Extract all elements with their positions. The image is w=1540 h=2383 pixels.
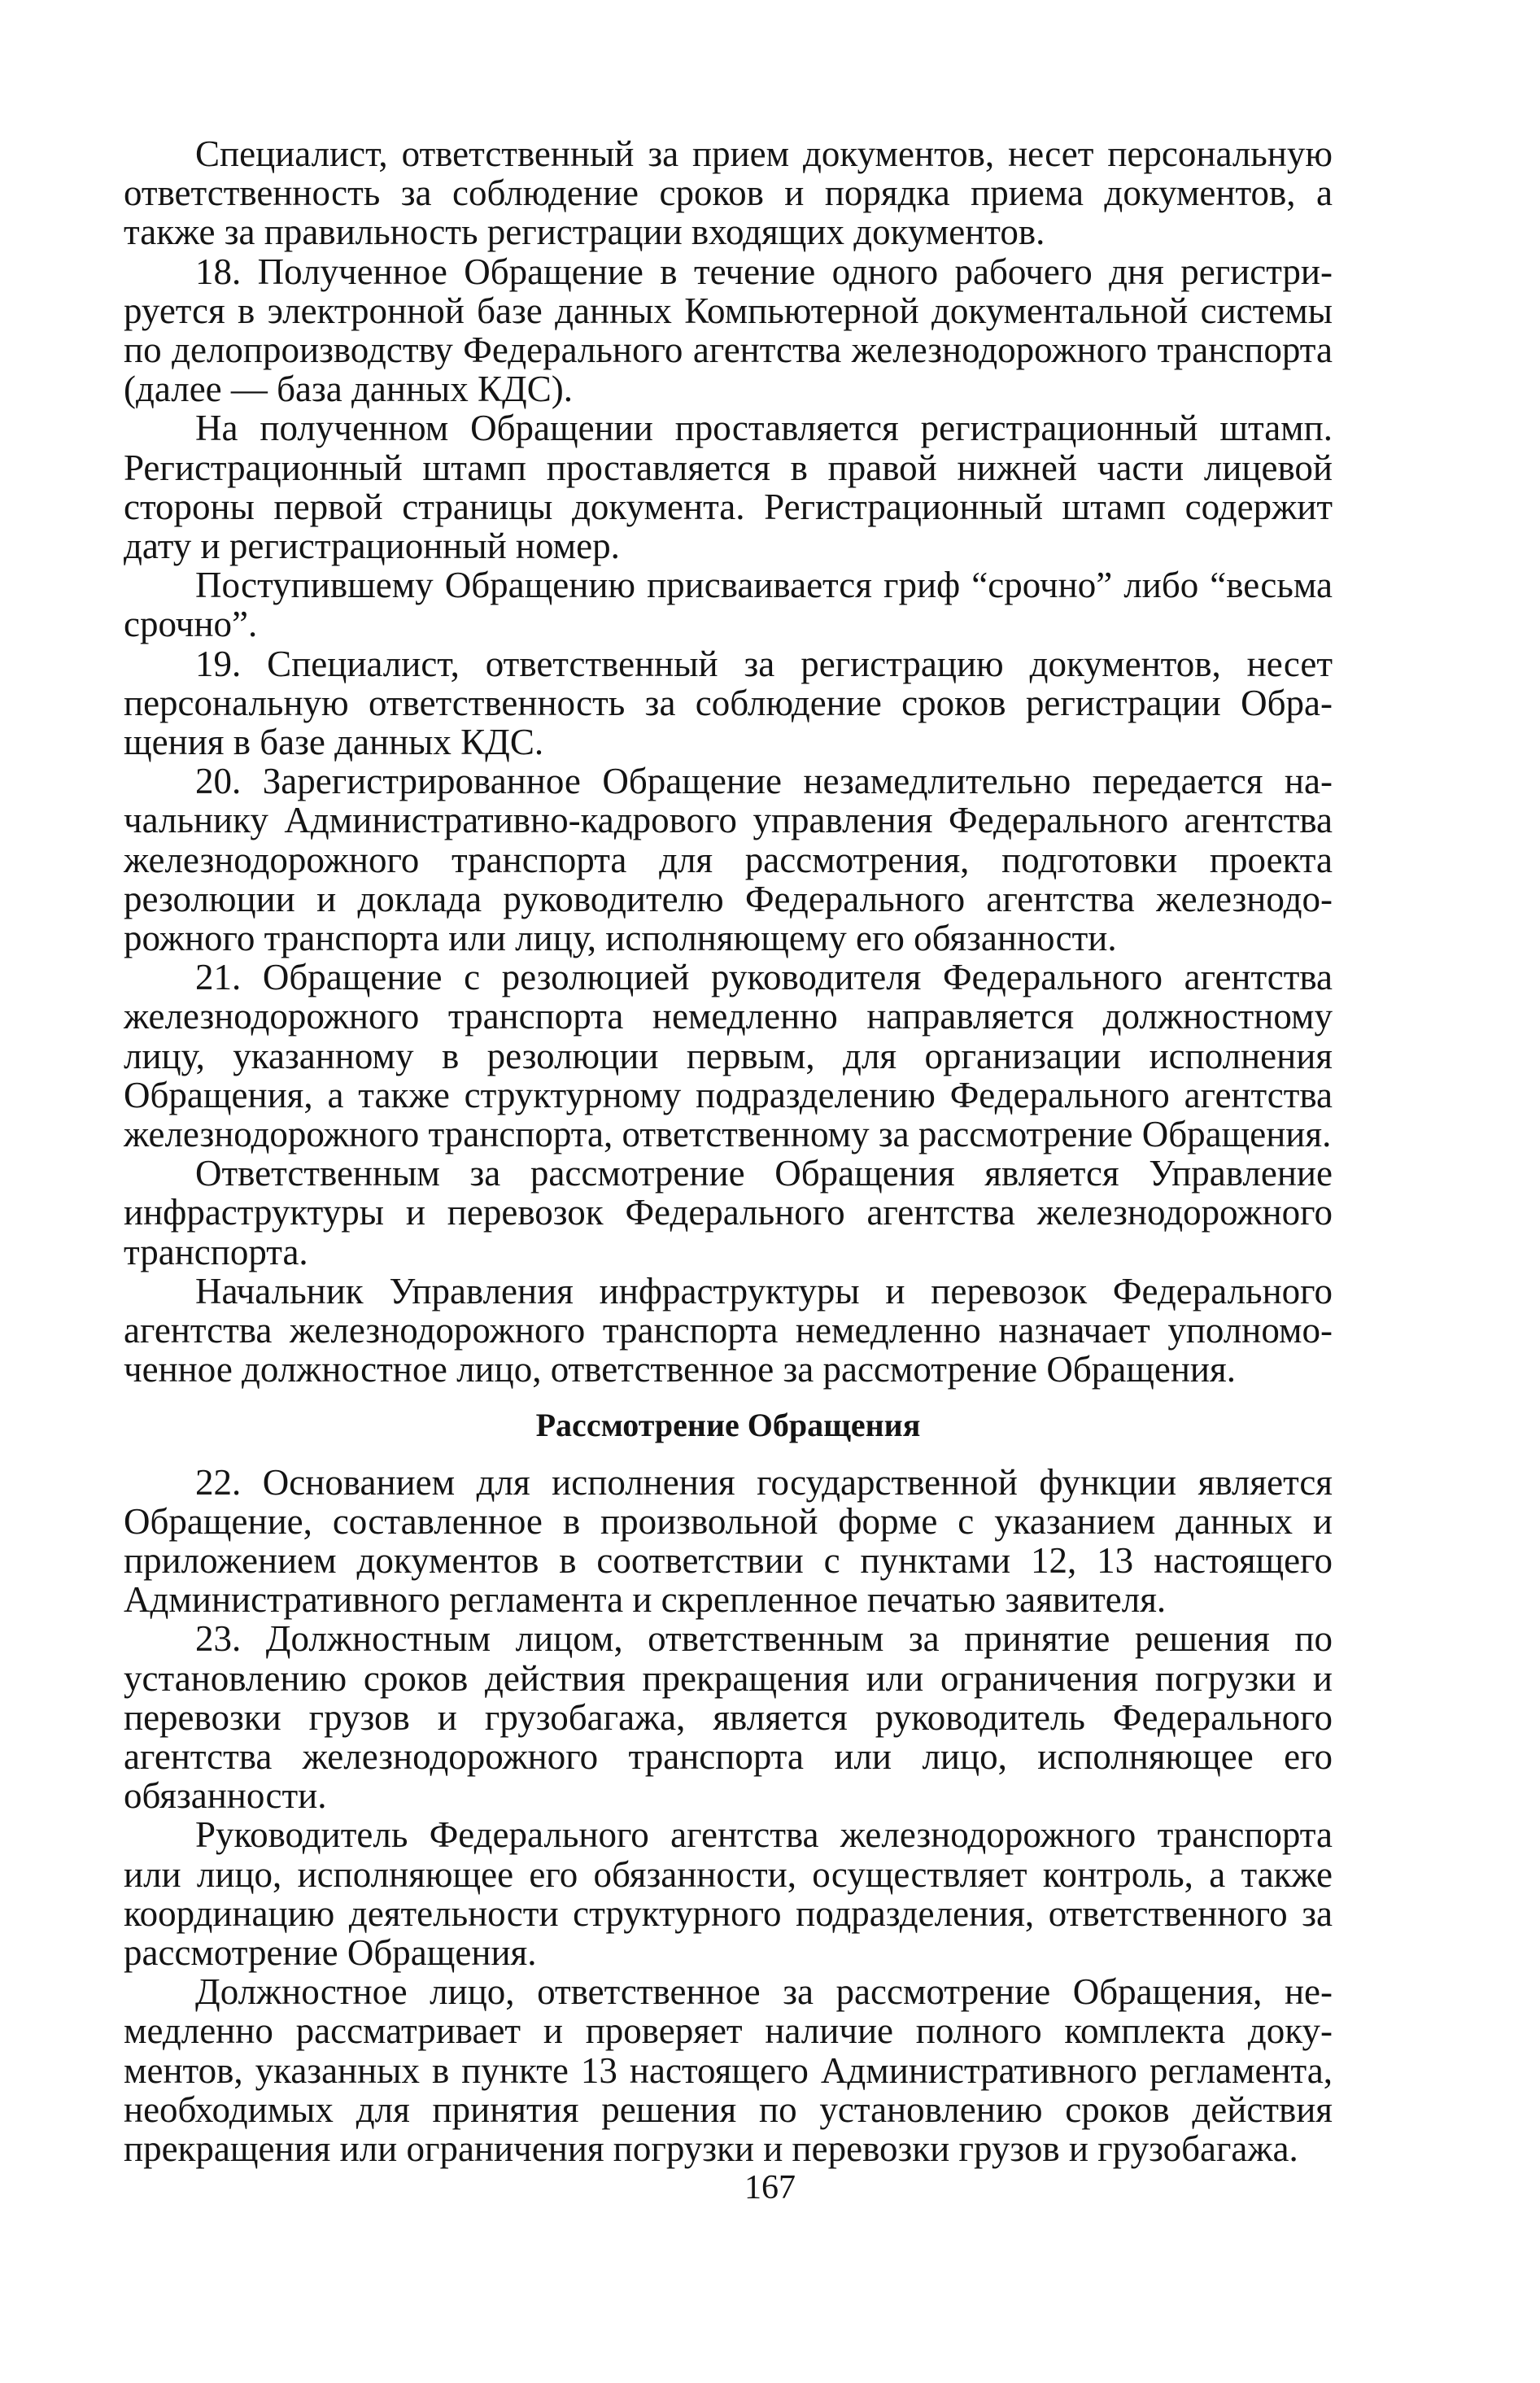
paragraph: Поступившему Обращению присваивается гриф “срочно” либо “весьма срочно”.	[124, 565, 1333, 645]
paragraph: Руководитель Федерального агентства железнодорожного транспорта или лицо, исполняющее его обязанности, осуществляет контроль, а также координацию деятельности структурного подразделения, ответственного за рассмотрение Обращения.	[124, 1814, 1333, 1973]
paragraph-item-18: 18. Полученное Обращение в течение одного рабочего дня регистрируется в электронной базе данных Компьютерной документальной системы по делопроизводству Федерального агентства железнодорожного транспорта (далее — база данных КДС).	[124, 251, 1333, 410]
paragraph: Специалист, ответственный за прием документов, несет персональную ответственность за соблюдение сроков и порядка приема документов, а также за правильность регистрации входящих документов.	[124, 133, 1333, 253]
page-number: 167	[744, 2169, 796, 2206]
paragraph-item-19: 19. Специалист, ответственный за регистрацию документов, несет персональную ответственность за соблюдение сроков регистрации Обращения в базе данных КДС.	[124, 643, 1333, 763]
paragraph-item-23: 23. Должностным лицом, ответственным за принятие решения по установлению сроков действия прекращения или ограничения погрузки и перевозки грузов и грузобагажа, является руководитель Федерального агентства железнодорожного транспорта или лицо, исполняющее его обязанности.	[124, 1618, 1333, 1817]
paragraph: На полученном Обращении проставляется регистрационный штамп. Регистрационный штамп проставляется в правой нижней части лицевой стороны первой страницы документа. Регистрационный штамп содержит дату и регистрационный номер.	[124, 408, 1333, 567]
paragraph-item-22: 22. Основанием для исполнения государственной функции является Обращение, составленное в произвольной форме с указанием данных и приложением документов в соответствии с пунктами 12, 13 настоящего Административного регламента и скрепленное печатью заявителя.	[124, 1461, 1333, 1621]
paragraph: Ответственным за рассмотрение Обращения является Управление инфраструктуры и перевозок Федерального агентства железнодорожного транспорта.	[124, 1153, 1333, 1272]
section-heading: Рассмотрение Обращения	[535, 1406, 921, 1443]
paragraph: Начальник Управления инфраструктуры и перевозок Федерального агентства железнодорожного транспорта немедленно назначает уполномоченное должностное лицо, ответственное за рассмотрение Обращения.	[124, 1270, 1333, 1390]
paragraph-item-20: 20. Зарегистрированное Обращение незамедлительно передается начальнику Административно-кадрового управления Федерального агентства железнодорожного транспорта для рассмотрения, подготовки проекта резолюции и доклада руководителю Федерального агентства железнодорожного транспорта или лицу, исполняющему его обязанности.	[124, 761, 1333, 959]
paragraph: Должностное лицо, ответственное за рассмотрение Обращения, немедленно рассматривает и проверяет наличие полного комплекта документов, указанных в пункте 13 настоящего Административного регламента, необходимых для принятия решения по установлению сроков действия прекращения или ограничения погрузки и перевозки грузов и грузобагажа.	[124, 1971, 1333, 2169]
document-page	[124, 134, 1333, 2168]
paragraph-item-21: 21. Обращение с резолюцией руководителя Федерального агентства железнодорожного транспорта немедленно направляется должностному лицу, указанному в резолюции первым, для организации исполнения Обращения, а также структурному подразделению Федерального агентства железнодорожного транспорта, ответственному за рассмотрение Обращения.	[124, 957, 1333, 1155]
